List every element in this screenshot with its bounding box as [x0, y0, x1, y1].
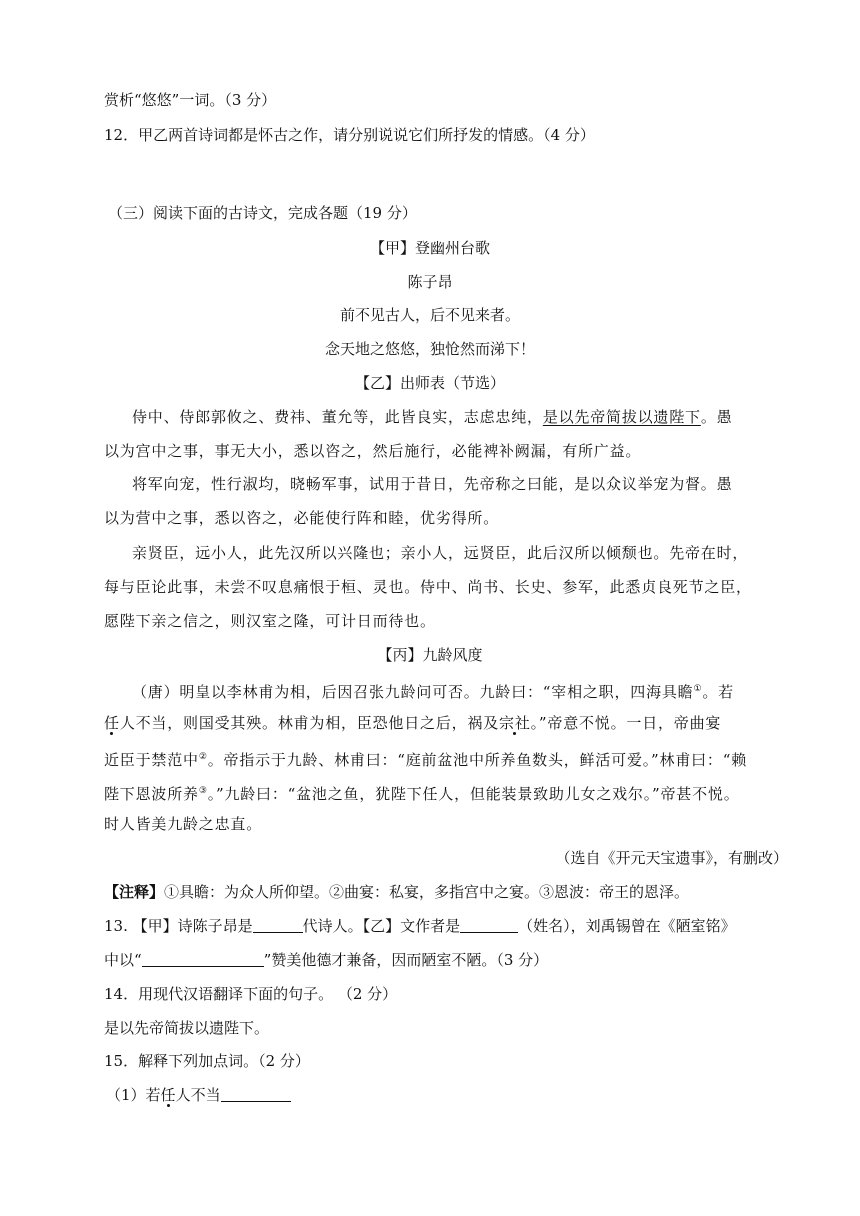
q13-blank-author[interactable]	[460, 916, 518, 933]
question-13-line1	[104, 914, 736, 938]
text-bing-line4	[104, 779, 740, 806]
text-bing-line3	[104, 745, 747, 772]
text-bing-l2-d: 。”帝意不悦。一日，帝曲宴	[530, 714, 722, 732]
footnote-mark-1: ①	[693, 684, 703, 694]
notes-text: ①具瞻：为众人所仰望。②曲宴：私宴，多指宫中之宴。③恩波：帝王的恩泽。	[164, 883, 690, 901]
text-yi-p1-line1	[132, 405, 732, 429]
question-15: 15．解释下列加点词。（2 分）	[104, 1052, 310, 1070]
text-yi-p3-line3: 愿陛下亲之信之，则汉室之隆，可计日而待也。	[104, 612, 436, 630]
question-14: 14．用现代汉语翻译下面的句子。 （2 分）	[104, 985, 398, 1003]
text-bing-l1-a: （唐）明皇以李林甫为相，后因召张九龄问可否。九龄曰：“宰相之职，四海具瞻	[132, 683, 694, 701]
text-yi-p2-line2: 以为营中之事，悉以咨之，必能使行阵和睦，优劣得所。	[104, 509, 500, 527]
q13-part-b: 代诗人。【乙】文作者是	[302, 917, 461, 935]
text-bing-l4-a: 陛下恩波所养	[104, 785, 199, 803]
question-15-item-1	[106, 1083, 291, 1107]
text-yi-p1-line2: 以为宫中之事，事无大小，悉以咨之，然后施行，必能裨补阙漏，有所广益。	[104, 442, 642, 460]
text-bing-line5: 时人皆美九龄之忠直。	[104, 815, 263, 833]
underlined-sentence: 是以先帝简拔以遗陛下	[542, 408, 701, 426]
q13-blank-dynasty[interactable]	[253, 916, 303, 933]
poem-jia-line-2: 念天地之悠悠，独怆然而涕下！	[324, 340, 535, 358]
text-yi-p3-line1: 亲贤臣，远小人，此先汉所以兴隆也；亲小人，远贤臣，此后汉所以倾颓也。先帝在时，	[132, 544, 749, 562]
text-yi-p3-line2: 每与臣论此事，未尝不叹息痛恨于桓、灵也。侍中、尚书、长史、参军，此悉贞良死节之臣，	[104, 578, 752, 596]
text-bing-title: 【丙】九龄风度	[377, 646, 483, 664]
q13-part-c: （姓名），刘禹锡曾在《陋室铭》	[518, 917, 736, 935]
text-bing-line1	[132, 677, 734, 704]
poem-jia-title: 【甲】登幽州台歌	[369, 239, 490, 257]
text-bing-l3-b: 。帝指示于九龄、林甫曰：“庭前盆池中所养鱼数头，鲜活可爱。”林甫曰：“赖	[207, 751, 747, 769]
q15-item1-a: （1）若	[106, 1086, 161, 1104]
text-bing-l2-b: 人不当，则国受其殃。林甫为相，臣恐他日之后，祸及	[119, 714, 500, 732]
poem-jia-line-1: 前不见古人，后不见来者。	[339, 306, 520, 324]
text-yi-p1-a: 侍中、侍郎郭攸之、费祎、董允等，此皆良实，志虑忠纯，	[132, 408, 543, 426]
question-14-sentence: 是以先帝简拔以遗陛下。	[104, 1019, 270, 1037]
text-yi-p1-b: 。愚	[700, 408, 733, 426]
q15-dotted-word: 任	[160, 1086, 176, 1104]
section-3-heading: （三）阅读下面的古诗文，完成各题（19 分）	[108, 204, 417, 222]
notes	[104, 880, 689, 904]
poem-jia-author: 陈子昂	[407, 273, 453, 291]
text-bing-l1-b: 。若	[702, 683, 734, 701]
text-bing-l3-a: 近臣于禁范中	[104, 751, 199, 769]
q11-tail: 赏析“悠悠”一词。（3 分）	[104, 91, 277, 109]
text-yi-title: 【乙】出师表（节选）	[354, 374, 505, 392]
text-bing-line2	[104, 711, 721, 735]
text-bing-l4-b: 。”九龄曰：“盆池之鱼，犹陛下任人，但能装景致助儿女之戏尔。”帝甚不悦。	[207, 785, 740, 803]
q13-blank-quote[interactable]	[142, 950, 264, 967]
q13-part-e: ”赞美他德才兼备，因而陋室不陋。（3 分）	[263, 951, 549, 969]
source-citation: （选自《开元天宝遗事》，有删改）	[555, 849, 788, 867]
text-yi-p2-line1: 将军向宠，性行淑均，晓畅军事，试用于昔日，先帝称之曰能，是以众议举宠为督。愚	[132, 475, 733, 493]
q15-item1-b: 人不当	[175, 1086, 221, 1104]
footnote-mark-3: ③	[198, 786, 208, 796]
footnote-mark-2: ②	[198, 752, 208, 762]
q13-part-a: 13. 【甲】诗陈子昂是	[104, 917, 253, 935]
q15-blank-1[interactable]	[221, 1085, 291, 1102]
dotted-word-ren: 任	[104, 714, 120, 732]
question-13-line2	[104, 948, 548, 972]
dotted-word-zongshe: 宗社	[499, 714, 531, 732]
question-12: 12．甲乙两首诗词都是怀古之作，请分别说说它们所抒发的情感。（4 分）	[104, 126, 595, 144]
q13-part-d: 中以“	[104, 951, 142, 969]
notes-label: 【注释】	[104, 883, 165, 901]
